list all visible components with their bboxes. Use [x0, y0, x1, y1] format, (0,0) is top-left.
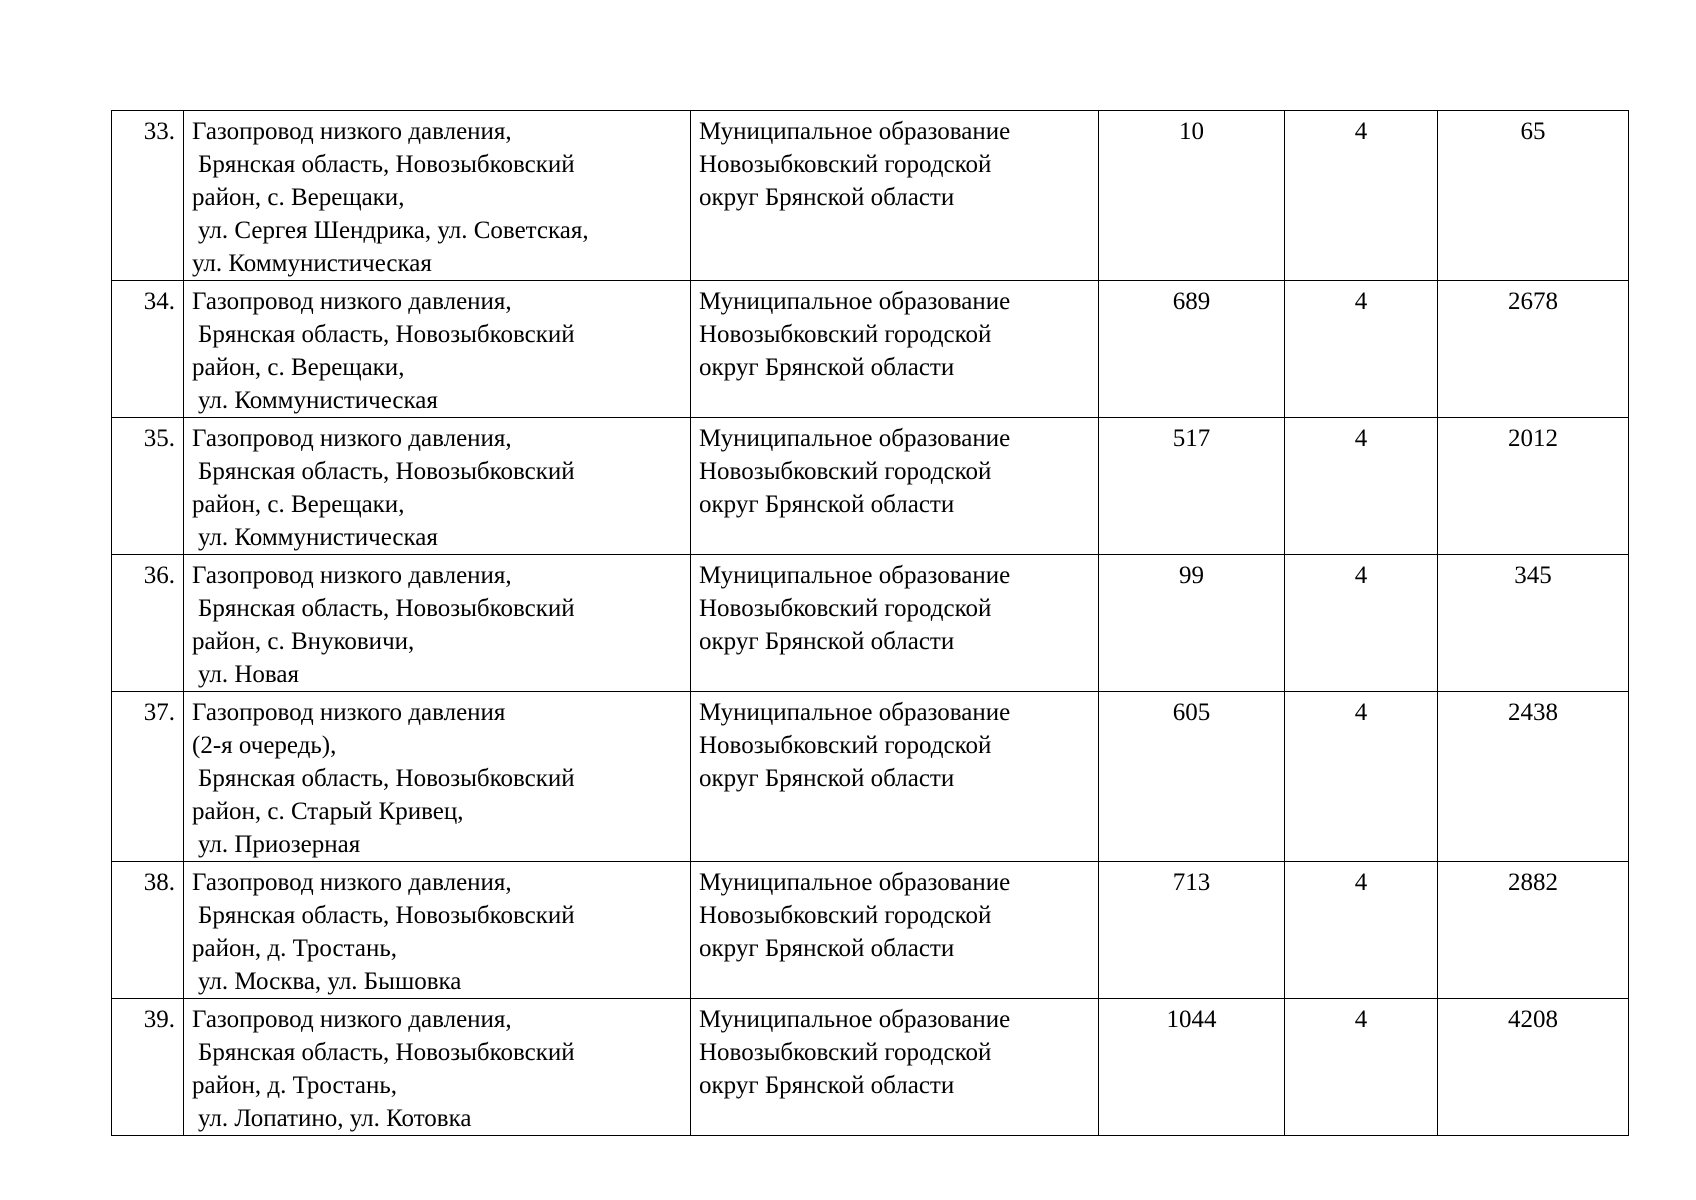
table-row [112, 555, 1629, 692]
row-number-cell [112, 862, 184, 999]
owner-cell [691, 418, 1099, 555]
area-value-cell [1438, 555, 1629, 692]
owner-cell [691, 555, 1099, 692]
owner-line: округ Брянской области [699, 184, 955, 211]
object-description-cell [184, 999, 691, 1136]
object-description-line: (2-я очередь), [192, 732, 337, 759]
diameter-value-cell [1285, 862, 1438, 999]
object-description-line: Брянская область, Новозыбковский [198, 321, 575, 348]
length-value-cell [1099, 862, 1285, 999]
diameter-value-cell [1285, 418, 1438, 555]
row-number: 39. [143, 1006, 175, 1033]
owner-line: округ Брянской области [699, 628, 955, 655]
diameter-value-cell [1285, 111, 1438, 281]
owner-line: Новозыбковский городской [699, 732, 992, 759]
row-number: 35. [143, 425, 175, 452]
owner-line: Новозыбковский городской [699, 1039, 992, 1066]
object-description-line: Газопровод низкого давления, [192, 562, 512, 589]
owner-line: Новозыбковский городской [699, 595, 992, 622]
object-description-cell [184, 862, 691, 999]
owner-cell [691, 692, 1099, 862]
owner-line: Муниципальное образование [699, 288, 1011, 315]
object-description-cell [184, 418, 691, 555]
owner-line: округ Брянской области [699, 354, 955, 381]
length-value: 10 [1179, 118, 1204, 145]
length-value: 605 [1172, 699, 1211, 726]
row-number: 37. [143, 699, 175, 726]
owner-line: округ Брянской области [699, 935, 955, 962]
owner-line: Муниципальное образование [699, 1006, 1011, 1033]
object-description-cell [184, 692, 691, 862]
object-description-line: ул. Приозерная [198, 831, 361, 858]
object-description-line: ул. Новая [198, 661, 300, 688]
object-description-line: район, с. Верещаки, [192, 184, 405, 211]
length-value: 99 [1179, 562, 1204, 589]
object-description-line: Газопровод низкого давления, [192, 118, 512, 145]
object-description-line: Брянская область, Новозыбковский [198, 1039, 575, 1066]
object-description-cell [184, 555, 691, 692]
owner-line: округ Брянской области [699, 1072, 955, 1099]
object-description-line: район, д. Тростань, [192, 1072, 397, 1099]
table-row [112, 111, 1629, 281]
object-description-line: ул. Сергея Шендрика, ул. Советская, [198, 217, 589, 244]
owner-line: Муниципальное образование [699, 118, 1011, 145]
area-value: 2438 [1508, 699, 1558, 726]
length-value-cell [1099, 555, 1285, 692]
owner-line: Новозыбковский городской [699, 151, 992, 178]
row-number-cell [112, 555, 184, 692]
owner-line: Новозыбковский городской [699, 902, 992, 929]
length-value-cell [1099, 281, 1285, 418]
table-row [112, 862, 1629, 999]
object-description-line: Брянская область, Новозыбковский [198, 902, 575, 929]
area-value: 345 [1514, 562, 1552, 589]
area-value-cell [1438, 692, 1629, 862]
row-number: 36. [143, 562, 175, 589]
table-row [112, 692, 1629, 862]
object-description-line: ул. Коммунистическая [192, 250, 432, 277]
diameter-value: 4 [1354, 1006, 1368, 1033]
object-description-line: район, с. Старый Кривец, [192, 798, 464, 825]
area-value-cell [1438, 111, 1629, 281]
length-value: 517 [1172, 425, 1211, 452]
table-row [112, 281, 1629, 418]
object-description-line: район, с. Внуковичи, [192, 628, 415, 655]
object-description-line: Газопровод низкого давления [192, 699, 506, 726]
diameter-value: 4 [1354, 118, 1368, 145]
row-number-cell [112, 999, 184, 1136]
diameter-value-cell [1285, 555, 1438, 692]
area-value: 2012 [1508, 425, 1558, 452]
row-number: 38. [143, 869, 175, 896]
object-description-cell [184, 111, 691, 281]
owner-line: округ Брянской области [699, 491, 955, 518]
row-number-cell [112, 281, 184, 418]
area-value-cell [1438, 862, 1629, 999]
owner-cell [691, 999, 1099, 1136]
owner-cell [691, 281, 1099, 418]
owner-cell [691, 862, 1099, 999]
length-value: 1044 [1166, 1006, 1217, 1033]
object-description-line: Газопровод низкого давления, [192, 425, 512, 452]
length-value-cell [1099, 692, 1285, 862]
row-number-cell [112, 418, 184, 555]
object-description-line: Газопровод низкого давления, [192, 288, 512, 315]
length-value: 713 [1172, 869, 1211, 896]
row-number: 34. [143, 288, 175, 315]
object-description-line: Брянская область, Новозыбковский [198, 765, 575, 792]
area-value: 65 [1520, 118, 1546, 145]
length-value-cell [1099, 999, 1285, 1136]
area-value-cell [1438, 418, 1629, 555]
object-description-cell [184, 281, 691, 418]
owner-line: Новозыбковский городской [699, 458, 992, 485]
object-description-line: ул. Коммунистическая [198, 524, 438, 551]
diameter-value-cell [1285, 999, 1438, 1136]
length-value-cell [1099, 418, 1285, 555]
diameter-value: 4 [1354, 288, 1368, 315]
length-value-cell [1099, 111, 1285, 281]
object-description-line: ул. Коммунистическая [198, 387, 438, 414]
owner-line: Муниципальное образование [699, 699, 1011, 726]
length-value: 689 [1172, 288, 1211, 315]
object-description-line: район, д. Тростань, [192, 935, 397, 962]
table-row [112, 418, 1629, 555]
area-value-cell [1438, 281, 1629, 418]
object-description-line: район, с. Верещаки, [192, 354, 405, 381]
area-value: 4208 [1508, 1006, 1558, 1033]
diameter-value-cell [1285, 281, 1438, 418]
row-number-cell [112, 692, 184, 862]
diameter-value: 4 [1354, 562, 1368, 589]
object-description-line: район, с. Верещаки, [192, 491, 405, 518]
area-value: 2678 [1508, 288, 1558, 315]
diameter-value: 4 [1354, 869, 1368, 896]
object-description-line: Брянская область, Новозыбковский [198, 151, 575, 178]
object-description-line: Газопровод низкого давления, [192, 869, 512, 896]
table-row [112, 999, 1629, 1136]
area-value: 2882 [1508, 869, 1558, 896]
owner-line: округ Брянской области [699, 765, 955, 792]
area-value-cell [1438, 999, 1629, 1136]
row-number-cell [112, 111, 184, 281]
object-description-line: Газопровод низкого давления, [192, 1006, 512, 1033]
diameter-value: 4 [1354, 699, 1368, 726]
object-description-line: Брянская область, Новозыбковский [198, 595, 575, 622]
object-description-line: ул. Лопатино, ул. Котовка [198, 1105, 472, 1132]
table-body [112, 111, 1629, 1136]
owner-line: Муниципальное образование [699, 425, 1011, 452]
gas-pipeline-table [111, 110, 1629, 1136]
owner-line: Новозыбковский городской [699, 321, 992, 348]
owner-line: Муниципальное образование [699, 562, 1011, 589]
owner-line: Муниципальное образование [699, 869, 1011, 896]
owner-cell [691, 111, 1099, 281]
object-description-line: ул. Москва, ул. Бышовка [198, 968, 462, 995]
row-number: 33. [143, 118, 175, 145]
object-description-line: Брянская область, Новозыбковский [198, 458, 575, 485]
diameter-value-cell [1285, 692, 1438, 862]
diameter-value: 4 [1354, 425, 1368, 452]
